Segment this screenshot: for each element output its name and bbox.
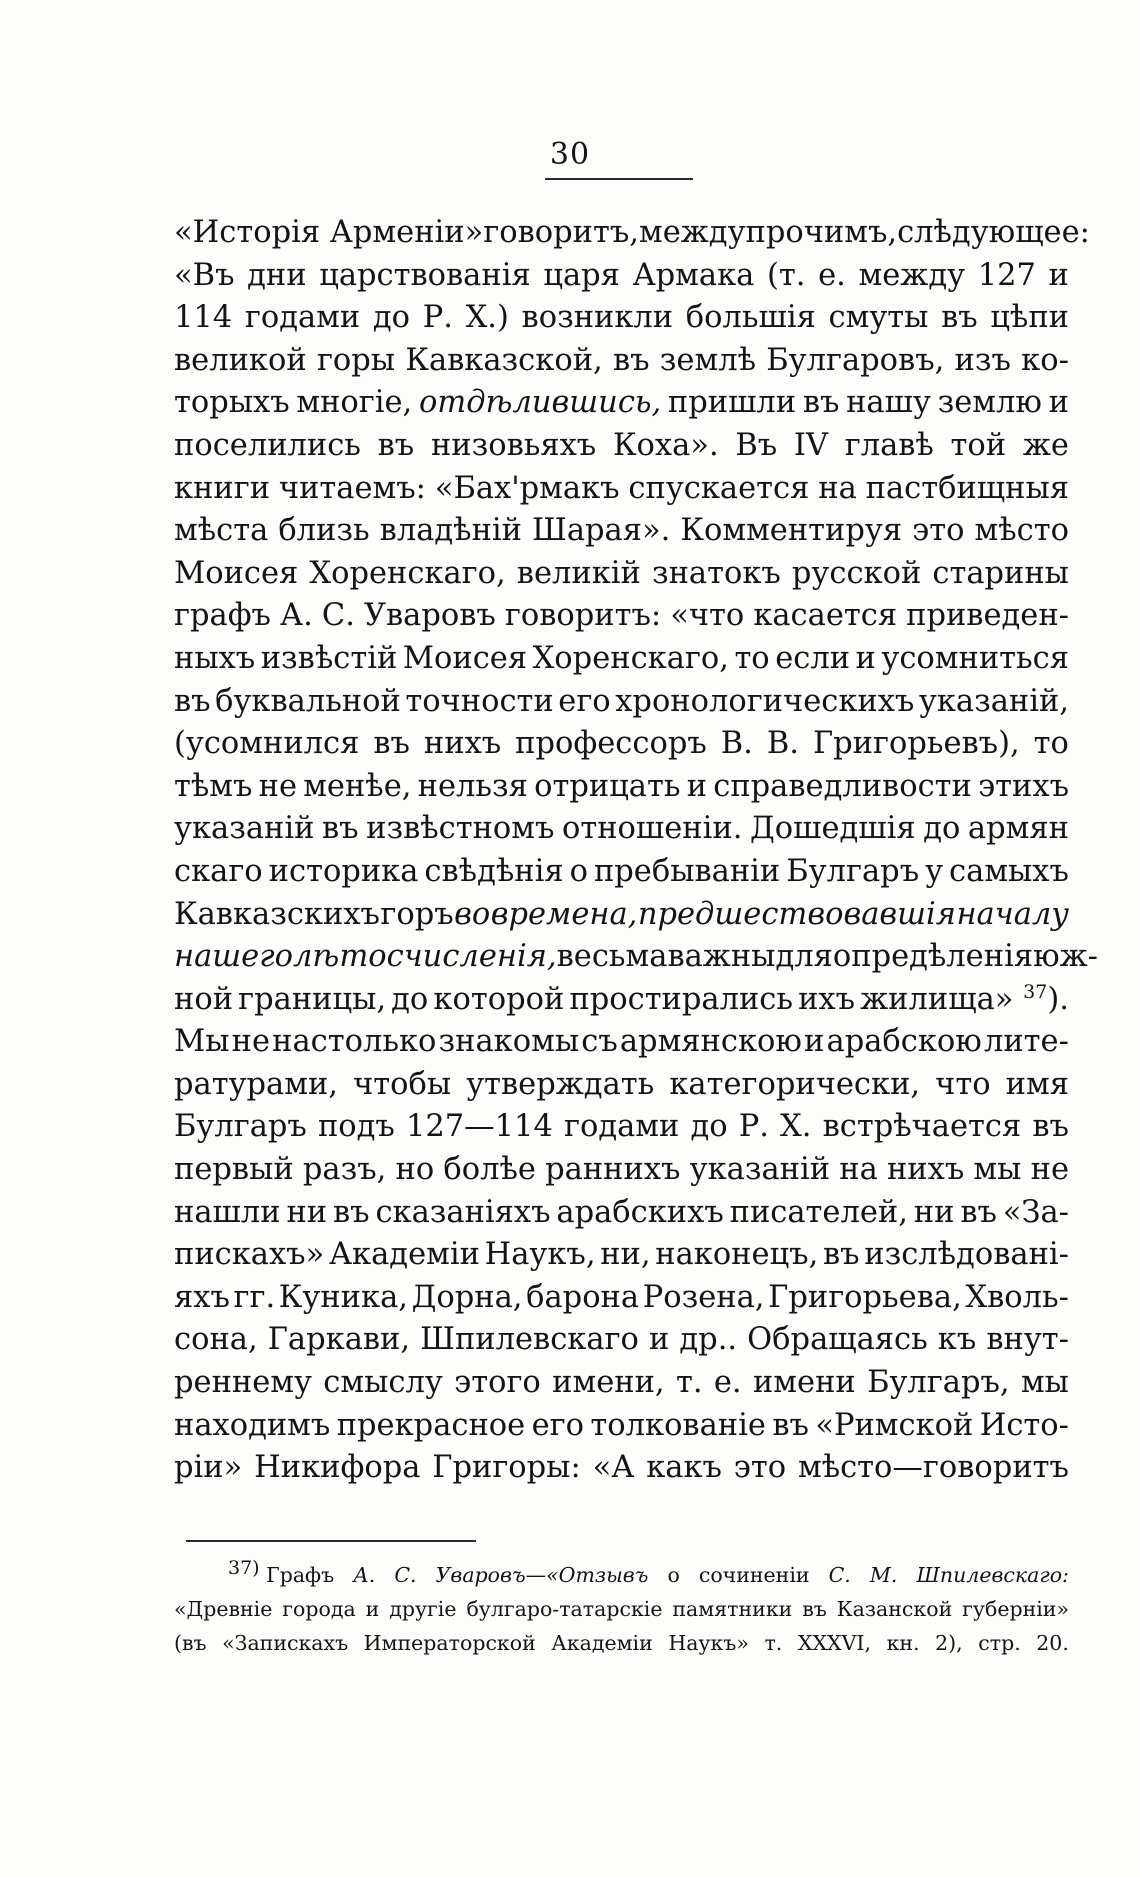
text-line: въ буквальной точности его хронологическихъ указаній, — [174, 683, 1069, 719]
italic-phrase: времена, — [490, 896, 638, 932]
text-line: реннему смыслу этого имени, т. е. имени Булгаръ, мы — [174, 1365, 1069, 1401]
text-line: скаго историка свѣдѣнія о пребываніи Булгаръ у самыхъ — [174, 853, 1069, 889]
footnote-marker: 37) — [228, 1557, 260, 1580]
footnote-rule — [186, 1540, 476, 1542]
text-line: яхъ гг. Куника, Дорна, барона Розена, Григорьева, Хволь- — [174, 1279, 1069, 1315]
text-line: Мы не настолько знакомы съ армянскою и арабскою лите- — [174, 1024, 1069, 1060]
text-line: сона, Гаркави, Шпилевскаго и др.. Обращаясь къ внут- — [174, 1322, 1069, 1358]
text-line: нашего лѣтосчисленія, весьма важны для опредѣленія юж- — [174, 936, 1069, 979]
body-text — [174, 212, 1098, 1490]
text-line: Булгаръ подъ 127—114 годами до Р. Х. встрѣчается въ — [174, 1109, 1069, 1145]
text-line: ріи» Никифора Григоры: «А какъ это мѣсто—говоритъ — [174, 1450, 1069, 1486]
text-line: находимъ прекрасное его толкованіе въ «Римской Исто- — [174, 1407, 1069, 1443]
text-line: ратурами, чтобы утверждать категорически, что имя — [174, 1066, 1069, 1102]
italic-phrase: во — [454, 896, 491, 932]
page-number-rule — [545, 178, 693, 180]
italic-phrase: нашего — [174, 939, 293, 975]
text-line: 114 годами до Р. Х.) возникли большія смуты въ цѣпи — [174, 300, 1069, 336]
text-line: (усомнился въ нихъ профессоръ В. В. Григорьевъ), то — [174, 726, 1069, 762]
text-line: Моисея Хоренскаго, великій знатокъ русской старины — [174, 555, 1069, 591]
text-line: пискахъ» Академіи Наукъ, ни, наконецъ, въ изслѣдовані- — [174, 1237, 1069, 1273]
text-line: нашли ни въ сказаніяхъ арабскихъ писателей, ни въ «За- — [174, 1194, 1069, 1230]
text-line: великой горы Кавказской, въ землѣ Булгаровъ, изъ ко- — [174, 342, 1069, 378]
text-line: мѣста близь владѣній Шарая». Комментируя это мѣсто — [174, 513, 1069, 549]
text-line: тѣмъ не менѣе, нельзя отрицать и справедливости этихъ — [174, 768, 1069, 804]
text-line: ной границы, до которой простирались ихъ жилища» $^{37}$). — [174, 980, 1069, 1017]
text-line: Кавказскихъ горъ во времена, предшествовавшія началу — [174, 894, 1069, 937]
italic-phrase: началу — [956, 896, 1069, 932]
text-line: графъ А. С. Уваровъ говоритъ: «что касается приведен- — [174, 598, 1069, 634]
text-line: книги читаемъ: «Бах'рмакъ спускается на пастбищныя — [174, 470, 1069, 506]
footnote-reference[interactable]: 37 — [1023, 980, 1048, 1003]
text-line: первый разъ, но болѣе раннихъ указаній на нихъ мы не — [174, 1152, 1069, 1188]
text-line: ныхъ извѣстій Моисея Хоренскаго, то если и усомниться — [174, 640, 1069, 676]
italic-phrase: лѣтосчисленія, — [293, 939, 557, 975]
footnote-line: «Древніе города и другіе булгаро-татарскіе памятники въ Казанской губерніи» — [174, 1597, 1069, 1621]
text-line: торыхъ многіе, отдѣлившись, пришли въ нашу землю и — [174, 382, 1069, 425]
italic-phrase: отдѣлившись, — [418, 385, 662, 421]
text-line: «Исторія Арменіи»говоритъ, между прочимъ, слѣдующее: — [174, 215, 1090, 250]
italic-phrase: предшествовавшія — [637, 896, 956, 932]
footnote — [174, 1558, 1069, 1660]
text-line: поселились въ низовьяхъ Коха». Въ IV главѣ той же — [174, 427, 1069, 463]
page-number: 30 — [549, 137, 591, 172]
footnote-line: $^{37)}$ Графъ А. С. Уваровъ—«Отзывъ о сочиненіи С. М. Шпилевскаго: — [228, 1557, 1069, 1587]
text-line: «Въ дни царствованія царя Армака (т. е. между 127 и — [174, 257, 1069, 293]
text-line: указаній въ извѣстномъ отношеніи. Дошедшія до армян — [174, 811, 1069, 847]
footnote-line: (въ «Запискахъ Императорской Академіи Наукъ» т. XXXVI, кн. 2), стр. 20. — [174, 1631, 1069, 1655]
